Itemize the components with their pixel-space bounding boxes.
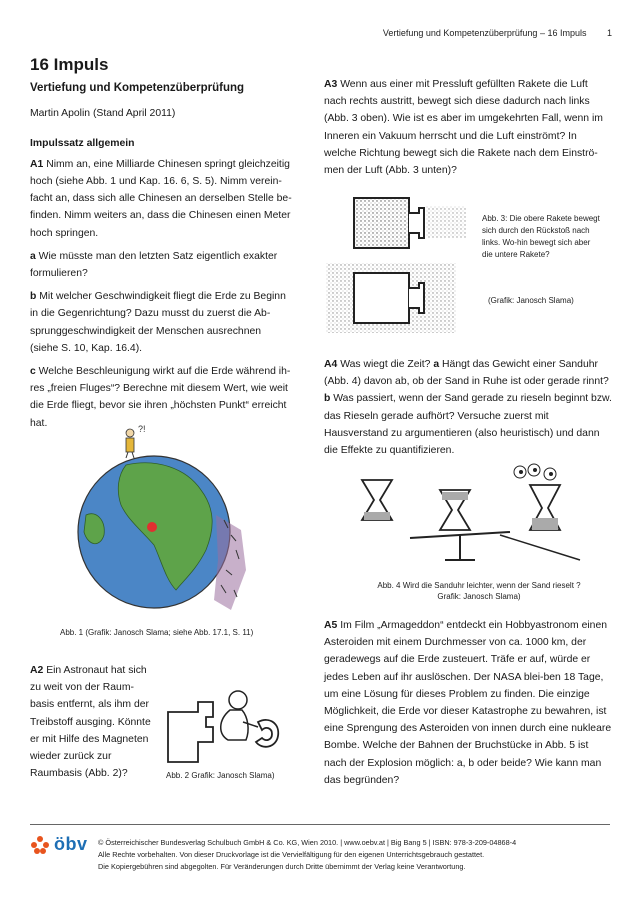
left-column	[30, 56, 292, 438]
figure-1-earth	[66, 420, 256, 620]
figure-3-caption: Abb. 3: Die obere Rakete bewegt sich durch den Rückstoß nach links. Wo-hin bewegt sich aber die untere Rakete?	[482, 214, 600, 259]
space-base	[168, 702, 213, 762]
figure-4-caption: Abb. 4 Wird die Sanduhr leichter, wenn der Sand rieselt ? Grafik: Janosch Slama)	[377, 581, 581, 601]
hourglass-right	[514, 464, 560, 530]
exclamation-mark: ?!	[138, 424, 146, 434]
figure-2-astronaut	[158, 672, 298, 772]
logo-text: öbv	[54, 834, 88, 854]
task-a4: A4 Was wiegt die Zeit? a Hängt das Gewicht einer Sanduhr (Abb. 4) davon ab, ob der Sand in Ruhe ist oder gerade rinnt? b Was passiert, wenn der Sand gerade zu rieseln beginnt bzw. das Rieseln gerade aufhört? Versuche zuerst mit Hausverstand zu argumentieren (also heuristisch) und dann die Effekte zu quantifizieren.	[324, 359, 612, 457]
person-on-top	[126, 429, 134, 458]
task-a1-c: c Welche Beschleunigung wirkt auf die Erde während ih-res „freien Fluges“? Berechne mit diesem Wert, wie weit die Erde fliegt, bevor sie ihren „höchsten Punkt“ erreicht hat.	[30, 366, 291, 429]
china-marker	[147, 522, 157, 532]
figure-4-hourglass	[350, 460, 600, 575]
figure-1-caption: Abb. 1 (Grafik: Janosch Slama; siehe Abb. 17.1, S. 11)	[60, 628, 254, 637]
magnet	[256, 720, 278, 747]
running-header	[383, 28, 612, 38]
footer-line-1: © Österreichischer Bundesverlag Schulbuch GmbH & Co. KG, Wien 2010. | www.oebv.at | Big Bang 5 | ISBN: 978-3-209-04868-4	[98, 838, 517, 847]
task-a1-b: b Mit welcher Geschwindigkeit fliegt die Erde zu Beginn in die Gegenrichtung? Dazu musst du zuerst die Ab-sprunggeschwindigkeit der Menschen ausrechnen (siehe S. 10, Kap. 16.4).	[30, 291, 286, 354]
rocket-top	[354, 198, 466, 248]
task-a1: A1 Nimm an, eine Milliarde Chinesen springt gleichzeitig hoch (siehe Abb. 1 und Kap. 16. 6, S. 5). Nimm verein-facht an, dass sich alle Chinesen an derselben Stelle be-finden. Nimm weiters an, dass die Chinesen einen Meter hoch springen.	[30, 158, 292, 239]
publisher-logo	[30, 834, 88, 855]
page-title: 16 Impuls	[30, 55, 109, 74]
astronaut-helmet	[229, 691, 247, 709]
right-column	[324, 76, 612, 185]
scale	[410, 532, 510, 560]
figure-2-caption: Abb. 2 Grafik: Janosch Slama)	[166, 771, 275, 780]
page-subtitle: Vertiefung und Kompetenzüberprüfung	[30, 82, 245, 95]
footer-text	[98, 837, 618, 873]
task-a3: A3 Wenn aus einer mit Pressluft gefüllten Rakete die Luft nach rechts austritt, bewegt sich diese dadurch nach links (Abb. 3 oben). Wie ist es aber im umgekehrten Fall, wenn im Inneren ein Vakuum herrscht und die Luft einströmt? In welche Richtung bewegt sich die Rakete nach dem Einströ-men der Luft (Abb. 3 unten)?	[324, 79, 603, 177]
exhaust-cloud	[426, 206, 466, 238]
astronaut-body	[221, 710, 248, 740]
page-number: 1	[606, 28, 612, 38]
logo-mark-icon	[30, 835, 50, 855]
task-a5: A5 Im Film „Armageddon“ entdeckt ein Hobbyastronom einen Asteroiden mit einem Durchmesser von ca. 1000 km, der geradewegs auf die Erde zusteuert. Träfe er auf, würde er jedes Leben auf ihr auslöschen. Der NASA blei-ben 18 Tage, um eine Lösung für dieses Problem zu finden. Die einzige Möglichkeit, die Erde vor dieser Katastrophe zu bewahren, ist eine Sprengung des Asteroiden von innen durch eine nukleare Bombe. Welche der Bahnen der Bruchstücke in Abb. 5 ist nach der Explosion möglich: a, b oder beide? Wie kann man das begründen?	[324, 620, 612, 786]
hourglass-middle	[440, 490, 470, 530]
footer-line-3: Die Kopiergebühren sind abgegolten. Für Veränderungen durch Dritte übernimmt der Verlag keine Verantwortung.	[98, 862, 466, 871]
earth-illustration	[66, 420, 256, 620]
running-title: Vertiefung und Kompetenzüberprüfung – 16 Impuls	[382, 28, 587, 38]
hourglass-left	[362, 480, 392, 520]
figure-3-credit: (Grafik: Janosch Slama)	[488, 296, 574, 305]
task-a1-a: a Wie müsste man den letzten Satz eigentlich exakter formulieren?	[30, 250, 278, 280]
crowd	[214, 515, 246, 610]
footer-line-2: Alle Rechte vorbehalten. Von dieser Druckvorlage ist die Vervielfältigung für den eigenen Unterrichtsgebrauch gestattet.	[98, 850, 485, 859]
figure-3-rockets	[324, 188, 474, 338]
section-heading: Impulssatz allgemein	[30, 137, 135, 149]
footer-divider	[30, 824, 610, 825]
rocket-bottom	[326, 263, 456, 333]
task-a2: A2 Ein Astronaut hat sich zu weit von der Raum-basis entfernt, als ihm der Treibstoff ausging. Könnte er mit Hilfe des Magneten wieder zurück zur Raumbasis (Abb. 2)?	[30, 665, 151, 780]
author-line: Martin Apolin (Stand April 2011)	[30, 108, 176, 120]
